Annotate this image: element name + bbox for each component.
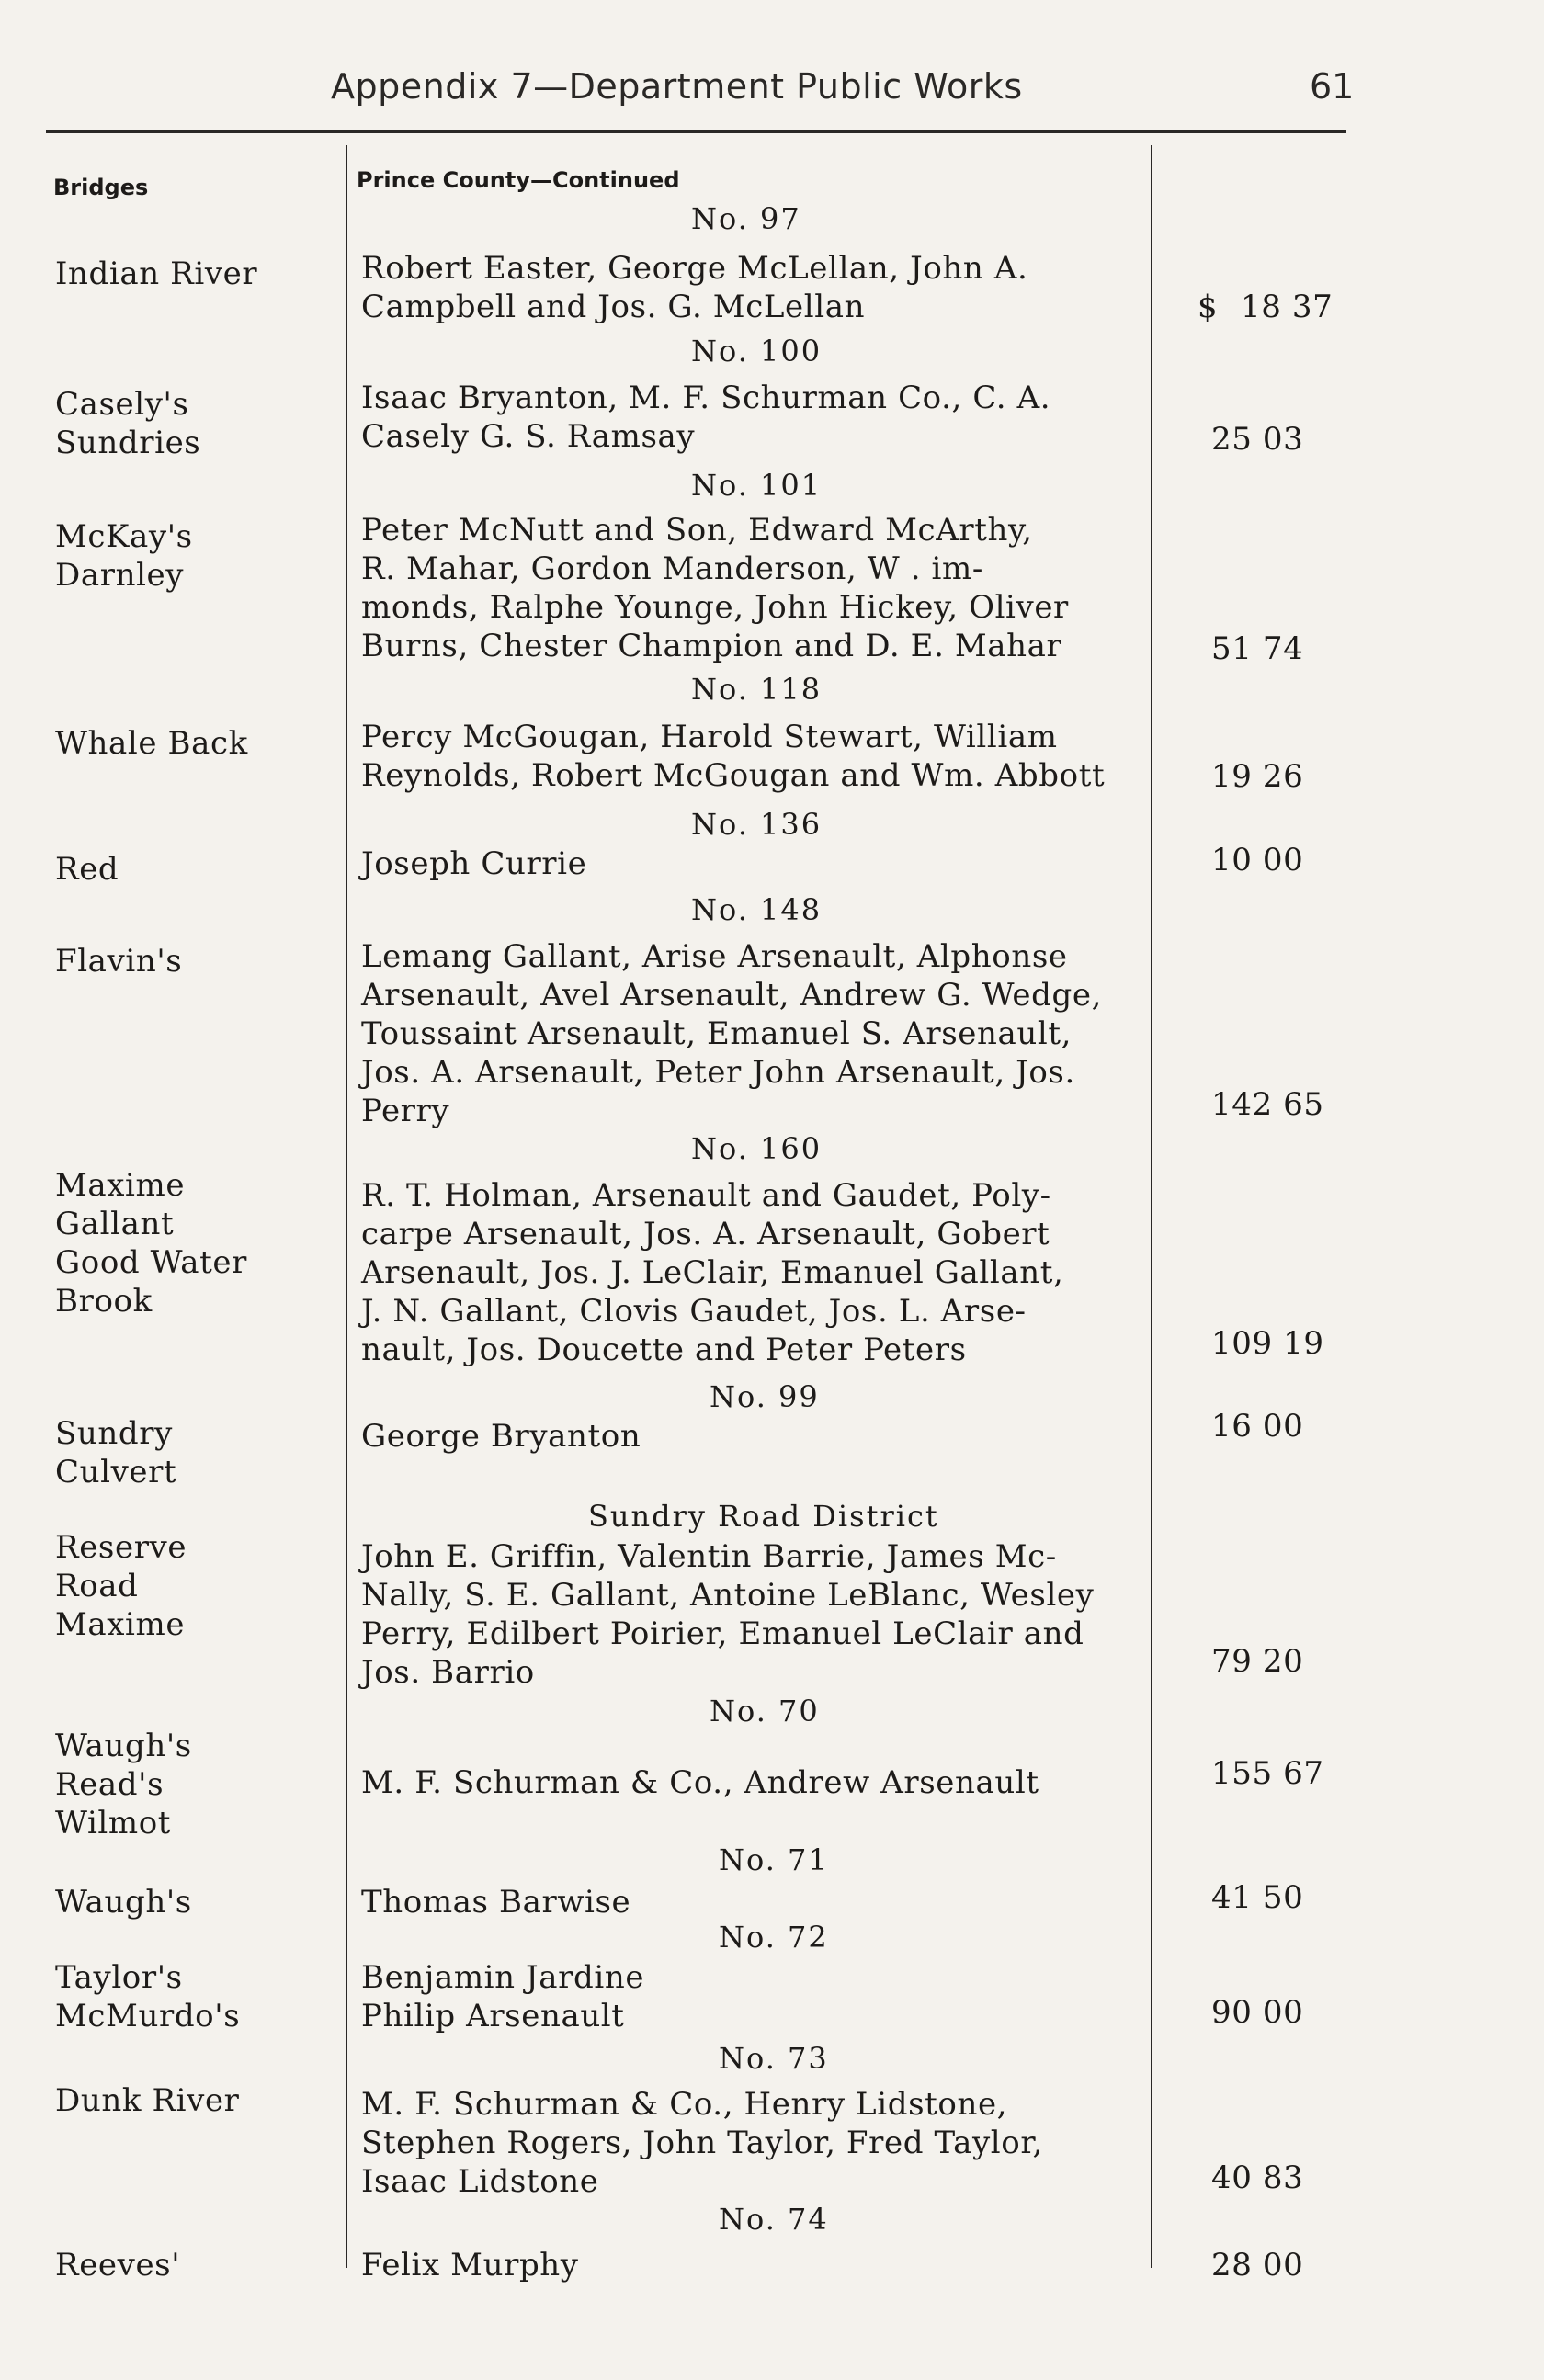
bridge-name: Reserve xyxy=(55,1529,187,1566)
amount-value: 10 00 xyxy=(1211,842,1304,878)
contractor-line: monds, Ralphe Younge, John Hickey, Oliver xyxy=(361,589,1069,626)
currency-symbol: $ xyxy=(1198,289,1219,325)
contractor-line: Joseph Currie xyxy=(361,845,587,882)
entry-number: No. 72 xyxy=(719,1920,829,1955)
contractor-line: carpe Arsenault, Jos. A. Arsenault, Gobert xyxy=(361,1216,1050,1252)
bridge-name: Whale Back xyxy=(55,725,248,762)
contractor-line: Jos. Barrio xyxy=(361,1654,535,1691)
entry-number: No. 71 xyxy=(719,1842,829,1877)
bridge-name: Road xyxy=(55,1568,139,1604)
contractor-line: Casely G. S. Ramsay xyxy=(361,418,696,455)
entry-number: Sundry Road District xyxy=(588,1499,939,1534)
entry-number: No. 70 xyxy=(710,1694,820,1728)
contractor-line: Percy McGougan, Harold Stewart, William xyxy=(361,719,1058,755)
contractor-line: Thomas Barwise xyxy=(361,1884,631,1921)
bridge-name: Waugh's xyxy=(55,1728,192,1764)
contractor-line: Arsenault, Jos. J. LeClair, Emanuel Gallant, xyxy=(361,1254,1064,1291)
entry-number: No. 100 xyxy=(691,334,823,368)
entry-number: No. 148 xyxy=(691,892,823,927)
entry-number: No. 136 xyxy=(691,807,823,842)
contractor-line: M. F. Schurman & Co., Andrew Arsenault xyxy=(361,1764,1039,1801)
contractor-line: Perry xyxy=(361,1093,450,1129)
contractor-line: nault, Jos. Doucette and Peter Peters xyxy=(361,1332,967,1368)
bridge-name: Taylor's xyxy=(55,1959,183,1996)
amount-value: 155 67 xyxy=(1211,1755,1324,1792)
amount-value: 79 20 xyxy=(1211,1643,1304,1680)
amount-value: 25 03 xyxy=(1211,421,1304,458)
contractor-line: Toussaint Arsenault, Emanuel S. Arsenault, xyxy=(361,1015,1073,1052)
bridge-name: McKay's xyxy=(55,518,193,555)
bridge-name: Casely's xyxy=(55,386,189,423)
bridge-name: Indian River xyxy=(55,255,258,292)
entry-number: No. 73 xyxy=(719,2041,829,2076)
contractor-line: R. T. Holman, Arsenault and Gaudet, Poly- xyxy=(361,1177,1051,1214)
bridge-name: Flavin's xyxy=(55,943,183,980)
contractor-line: Felix Murphy xyxy=(361,2247,579,2284)
contractor-line: Reynolds, Robert McGougan and Wm. Abbott xyxy=(361,757,1106,794)
amount-value: 109 19 xyxy=(1211,1325,1324,1362)
contractor-line: Philip Arsenault xyxy=(361,1998,625,2034)
amount-value: 40 83 xyxy=(1211,2159,1304,2196)
amount-value: 19 26 xyxy=(1211,758,1304,795)
contractor-line: Perry, Edilbert Poirier, Emanuel LeClair and xyxy=(361,1615,1084,1652)
amount-value: 41 50 xyxy=(1211,1879,1304,1916)
bridges-column-heading: Bridges xyxy=(53,175,149,200)
bridge-name: Maxime xyxy=(55,1606,186,1643)
contractor-line: Isaac Bryanton, M. F. Schurman Co., C. A. xyxy=(361,380,1051,416)
contractor-line: Jos. A. Arsenault, Peter John Arsenault, Jos. xyxy=(361,1054,1075,1091)
entry-number: No. 118 xyxy=(691,672,823,707)
bridge-name: Red xyxy=(55,851,119,888)
contractor-line: George Bryanton xyxy=(361,1418,641,1455)
contractor-line: Campbell and Jos. G. McLellan xyxy=(361,289,866,325)
entry-number: No. 101 xyxy=(691,468,823,503)
entry-number: No. 160 xyxy=(691,1131,823,1166)
contractor-line: John E. Griffin, Valentin Barrie, James Mc- xyxy=(361,1538,1057,1575)
bridge-name: Sundries xyxy=(55,425,201,461)
column-divider-right xyxy=(1151,145,1152,2268)
entry-number: No. 97 xyxy=(691,201,801,236)
bridge-name: Brook xyxy=(55,1283,153,1320)
bridge-name: Culvert xyxy=(55,1454,177,1490)
page-number: 61 xyxy=(1310,66,1355,107)
contractor-line: Robert Easter, George McLellan, John A. xyxy=(361,250,1028,287)
contractor-line: M. F. Schurman & Co., Henry Lidstone, xyxy=(361,2086,1008,2123)
bridge-name: McMurdo's xyxy=(55,1998,241,2034)
entry-number: No. 74 xyxy=(719,2202,829,2237)
amount-value: 90 00 xyxy=(1211,1994,1304,2031)
column-divider-left xyxy=(346,145,347,2268)
contractor-line: Arsenault, Avel Arsenault, Andrew G. Wedge, xyxy=(361,977,1102,1014)
bridge-name: Dunk River xyxy=(55,2082,240,2119)
bridge-name: Sundry xyxy=(55,1415,173,1452)
contractor-line: Benjamin Jardine xyxy=(361,1959,645,1996)
bridge-name: Darnley xyxy=(55,557,185,594)
header-rule xyxy=(46,130,1346,133)
bridge-name: Read's xyxy=(55,1766,165,1803)
amount-value: 142 65 xyxy=(1211,1086,1324,1123)
contractor-line: Lemang Gallant, Arise Arsenault, Alphonse xyxy=(361,938,1068,975)
bridge-name: Good Water xyxy=(55,1244,247,1281)
bridge-name: Gallant xyxy=(55,1206,175,1242)
amount-value: 51 74 xyxy=(1211,630,1304,667)
contractor-line: Peter McNutt and Son, Edward McArthy, xyxy=(361,512,1033,549)
page-header-title: Appendix 7—Department Public Works xyxy=(331,66,1023,107)
bridge-name: Maxime xyxy=(55,1167,186,1204)
contractor-line: J. N. Gallant, Clovis Gaudet, Jos. L. Arse- xyxy=(361,1293,1027,1330)
bridge-name: Waugh's xyxy=(55,1884,192,1921)
amount-value: 16 00 xyxy=(1211,1408,1304,1445)
entry-number: No. 99 xyxy=(710,1379,820,1414)
contractor-line: R. Mahar, Gordon Manderson, W . im- xyxy=(361,550,983,587)
contractor-line: Burns, Chester Champion and D. E. Mahar xyxy=(361,628,1062,664)
bridge-name: Reeves' xyxy=(55,2247,181,2284)
contractor-line: Nally, S. E. Gallant, Antoine LeBlanc, Wesley xyxy=(361,1577,1095,1614)
amount-value: 18 37 xyxy=(1241,289,1334,325)
bridge-name: Wilmot xyxy=(55,1805,172,1842)
county-column-heading: Prince County—Continued xyxy=(357,167,680,193)
amount-value: 28 00 xyxy=(1211,2247,1304,2284)
contractor-line: Isaac Lidstone xyxy=(361,2163,599,2200)
contractor-line: Stephen Rogers, John Taylor, Fred Taylor, xyxy=(361,2125,1043,2161)
